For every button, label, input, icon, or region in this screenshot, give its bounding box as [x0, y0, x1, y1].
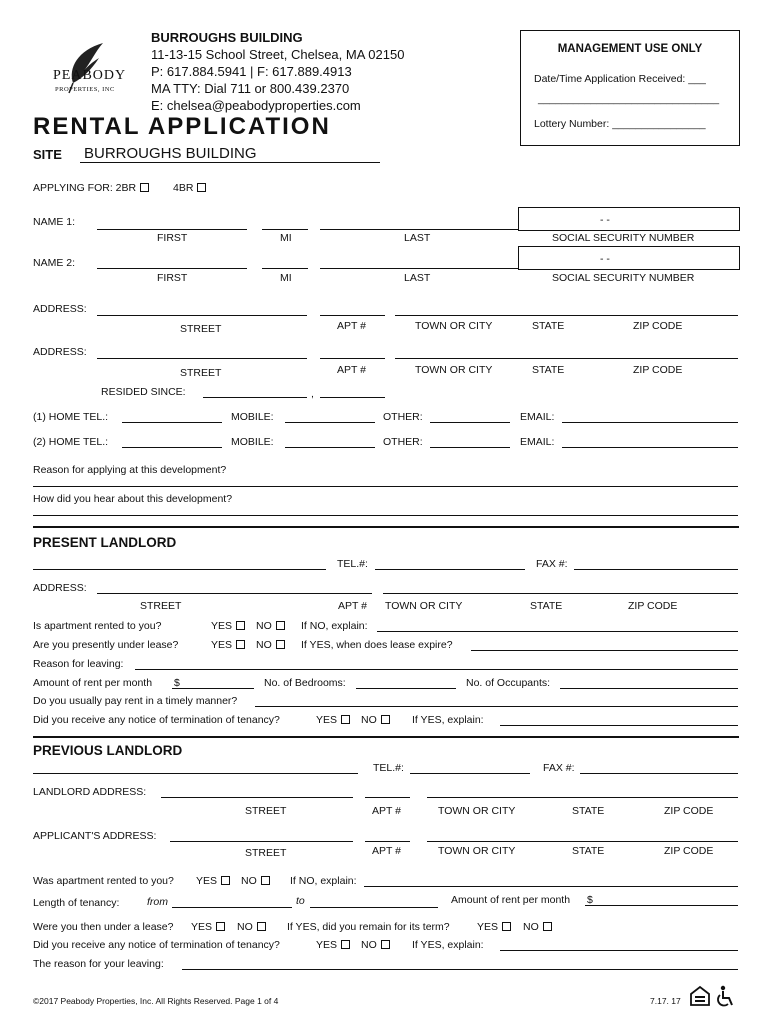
address2-apt-field[interactable] [320, 358, 385, 359]
previous-to-field[interactable] [310, 907, 438, 908]
address2-street-field[interactable] [97, 358, 307, 359]
previous-landlord-city-field[interactable] [427, 797, 738, 798]
other2-label: OTHER: [383, 436, 423, 448]
previous-tel-field[interactable] [410, 773, 530, 774]
address1-apt-caption: APT # [337, 320, 366, 332]
present-rented-no-checkbox[interactable] [276, 621, 285, 630]
address2-city-field[interactable] [395, 358, 738, 359]
present-zip-caption: ZIP CODE [628, 600, 678, 612]
home-tel1-field[interactable] [122, 422, 222, 423]
section-divider [33, 736, 739, 738]
yes-label: YES [477, 921, 499, 933]
previous-rent-field[interactable] [585, 905, 738, 906]
building-name: BURROUGHS BUILDING [151, 30, 303, 45]
previous-if-no-field[interactable] [364, 886, 738, 887]
present-reason-field[interactable] [135, 669, 738, 670]
previous-notice-label: Did you receive any notice of termination of tenancy? [33, 939, 280, 951]
address2-apt-caption: APT # [337, 364, 366, 376]
present-lease-yes [211, 639, 245, 651]
home-tel1-label: (1) HOME TEL.: [33, 411, 109, 423]
yes-label: YES [316, 714, 338, 726]
yes-label: YES [316, 939, 338, 951]
previous-applicant-street-caption: STREET [245, 847, 287, 859]
present-street-caption: STREET [140, 600, 182, 612]
present-bedrooms-label: No. of Bedrooms: [264, 677, 346, 689]
previous-applicant-apt-field[interactable] [365, 841, 410, 842]
present-rent-field[interactable] [172, 688, 254, 689]
name2-ssn-caption: SOCIAL SECURITY NUMBER [552, 272, 695, 284]
footer-version: 7.17. 17 [650, 996, 681, 1006]
previous-reason-field[interactable] [182, 969, 738, 970]
name1-last-field[interactable] [320, 229, 518, 230]
reason-applying-field[interactable] [33, 486, 738, 487]
previous-fax-field[interactable] [580, 773, 738, 774]
name1-mi-field[interactable] [262, 229, 308, 230]
address1-zip-caption: ZIP CODE [633, 320, 683, 332]
address1-apt-field[interactable] [320, 315, 385, 316]
present-lease-no [256, 639, 285, 651]
present-tel-field[interactable] [375, 569, 525, 570]
previous-lease-yes [191, 921, 225, 933]
previous-remain-yes-checkbox[interactable] [502, 922, 511, 931]
previous-lease-no-checkbox[interactable] [257, 922, 266, 931]
previous-remain-no-checkbox[interactable] [543, 922, 552, 931]
other1-label: OTHER: [383, 411, 423, 423]
name2-last-caption: LAST [404, 272, 431, 284]
previous-rent-label: Amount of rent per month [451, 894, 571, 906]
name2-label: NAME 2: [33, 257, 76, 269]
previous-applicant-zip-caption: ZIP CODE [664, 845, 714, 857]
logo-subtext: PROPERTIES, INC [55, 86, 115, 93]
present-lease-yes-checkbox[interactable] [236, 640, 245, 649]
previous-from-label: from [147, 896, 168, 908]
previous-rented-label: Was apartment rented to you? [33, 875, 174, 887]
present-notice-explain-field[interactable] [500, 725, 738, 726]
building-phone: P: 617.884.5941 | F: 617.889.4913 [151, 64, 352, 79]
email1-field[interactable] [562, 422, 738, 423]
previous-rented-no [241, 875, 270, 887]
previous-to-label: to [296, 895, 305, 907]
present-lease-no-checkbox[interactable] [276, 640, 285, 649]
present-city-field[interactable] [383, 593, 738, 594]
address2-state-caption: STATE [532, 364, 565, 376]
previous-from-field[interactable] [172, 907, 292, 908]
management-title: MANAGEMENT USE ONLY [557, 43, 703, 55]
company-logo [33, 38, 143, 98]
previous-remain-label: If YES, did you remain for its term? [287, 921, 450, 933]
previous-applicant-town-caption: TOWN OR CITY [438, 845, 516, 857]
name1-ssn-box[interactable] [518, 207, 740, 231]
previous-tel-label: TEL.#: [373, 762, 404, 774]
previous-applicant-city-field[interactable] [427, 841, 738, 842]
address2-label: ADDRESS: [33, 346, 87, 358]
home-tel2-field[interactable] [122, 447, 222, 448]
accessibility-icon [714, 985, 736, 1009]
previous-applicant-address-label: APPLICANT'S ADDRESS: [33, 830, 157, 842]
previous-landlord-apt-caption: APT # [372, 805, 401, 817]
previous-rent-dollar: $ [587, 894, 593, 906]
present-if-no-label: If NO, explain: [301, 620, 368, 632]
name2-ssn-box[interactable] [518, 246, 740, 270]
present-occupants-field[interactable] [560, 688, 738, 689]
section-divider [33, 526, 739, 528]
name2-mi-caption: MI [280, 272, 292, 284]
previous-notice-yes [316, 939, 350, 951]
name1-first-caption: FIRST [157, 232, 188, 244]
previous-lease-no [237, 921, 266, 933]
present-notice-yes [316, 714, 350, 726]
address1-state-caption: STATE [532, 320, 565, 332]
present-town-caption: TOWN OR CITY [385, 600, 463, 612]
previous-applicant-state-caption: STATE [572, 845, 605, 857]
present-reason-label: Reason for leaving: [33, 658, 124, 670]
present-rented-no [256, 620, 285, 632]
previous-reason-label: The reason for your leaving: [33, 958, 164, 970]
previous-notice-explain-field[interactable] [500, 950, 738, 951]
address1-street-caption: STREET [180, 323, 222, 335]
email2-label: EMAIL: [520, 436, 555, 448]
no-label: NO [361, 939, 377, 951]
site-line [80, 162, 380, 163]
present-fax-field[interactable] [574, 569, 738, 570]
yes-label: YES [196, 875, 218, 887]
no-label: NO [256, 639, 272, 651]
present-lease-label: Are you presently under lease? [33, 639, 179, 651]
lottery-number: Lottery Number: ________________ [534, 118, 706, 130]
name2-mi-field[interactable] [262, 268, 308, 269]
building-tty: MA TTY: Dial 711 or 800.439.2370 [151, 81, 350, 96]
no-label: NO [256, 620, 272, 632]
present-lease-expire-label: If YES, when does lease expire? [301, 639, 453, 651]
no-label: NO [361, 714, 377, 726]
equal-housing-icon [689, 985, 711, 1007]
name1-first-field[interactable] [97, 229, 247, 230]
email1-label: EMAIL: [520, 411, 555, 423]
applying-label [33, 182, 149, 194]
footer-copyright: ©2017 Peabody Properties, Inc. All Rights Reserved. Page 1 of 4 [33, 996, 279, 1006]
building-address: 11-13-15 School Street, Chelsea, MA 02150 [151, 47, 405, 62]
resided-since-field[interactable] [203, 397, 307, 398]
page-title: RENTAL APPLICATION [33, 113, 331, 140]
previous-notice-yes-checkbox[interactable] [341, 940, 350, 949]
name2-first-field[interactable] [97, 268, 247, 269]
present-timely-field[interactable] [255, 706, 738, 707]
name1-label: NAME 1: [33, 216, 76, 228]
present-street-field[interactable] [97, 593, 372, 594]
previous-landlord-street-field[interactable] [161, 797, 353, 798]
name1-ssn-dashes: - - [600, 214, 610, 226]
present-tel-label: TEL.#: [337, 558, 368, 570]
address1-city-field[interactable] [395, 315, 738, 316]
resided-comma: , [311, 388, 314, 400]
site-value: BURROUGHS BUILDING [84, 145, 257, 162]
previous-lease-label: Were you then under a lease? [33, 921, 174, 933]
previous-notice-explain-label: If YES, explain: [412, 939, 484, 951]
previous-notice-no-checkbox[interactable] [381, 940, 390, 949]
present-occupants-label: No. of Occupants: [466, 677, 551, 689]
option-2br-checkbox[interactable] [140, 183, 149, 192]
reason-applying-label: Reason for applying at this development? [33, 464, 227, 476]
previous-length-label: Length of tenancy: [33, 897, 120, 909]
previous-landlord-title: PREVIOUS LANDLORD [33, 743, 183, 758]
site-label: SITE [33, 147, 62, 162]
yes-label: YES [211, 639, 233, 651]
present-notice-no [361, 714, 390, 726]
management-box [520, 30, 740, 146]
datetime-received: Date/Time Application Received: ___ [534, 73, 706, 85]
present-landlord-title: PRESENT LANDLORD [33, 535, 177, 550]
email2-field[interactable] [562, 447, 738, 448]
name2-ssn-dashes: - - [600, 253, 610, 265]
address1-label: ADDRESS: [33, 303, 87, 315]
present-rent-label: Amount of rent per month [33, 677, 153, 689]
building-email: E: chelsea@peabodyproperties.com [151, 98, 361, 113]
present-notice-yes-checkbox[interactable] [341, 715, 350, 724]
option-4br [173, 182, 206, 194]
present-address-label: ADDRESS: [33, 582, 87, 594]
mobile1-label: MOBILE: [231, 411, 274, 423]
previous-lease-yes-checkbox[interactable] [216, 922, 225, 931]
yes-label: YES [211, 620, 233, 632]
present-if-no-field[interactable] [377, 631, 738, 632]
no-label: NO [523, 921, 539, 933]
previous-rented-yes [196, 875, 230, 887]
present-rented-yes [211, 620, 245, 632]
name2-first-caption: FIRST [157, 272, 188, 284]
present-rented-yes-checkbox[interactable] [236, 621, 245, 630]
previous-notice-no [361, 939, 390, 951]
present-bedrooms-field[interactable] [356, 688, 456, 689]
previous-landlord-apt-field[interactable] [365, 797, 410, 798]
previous-rented-yes-checkbox[interactable] [221, 876, 230, 885]
other2-field[interactable] [430, 447, 510, 448]
logo-text: PEABODY [53, 68, 127, 83]
mobile2-field[interactable] [285, 447, 375, 448]
datetime-blank: _______________________________ [538, 93, 720, 105]
present-rent-dollar: $ [174, 677, 180, 689]
address1-street-field[interactable] [97, 315, 307, 316]
present-notice-label: Did you receive any notice of termination of tenancy? [33, 714, 280, 726]
mobile2-label: MOBILE: [231, 436, 274, 448]
present-rented-label: Is apartment rented to you? [33, 620, 162, 632]
applying-text: APPLYING FOR: [33, 182, 113, 194]
address2-town-caption: TOWN OR CITY [415, 364, 493, 376]
present-notice-explain-label: If YES, explain: [412, 714, 484, 726]
no-label: NO [237, 921, 253, 933]
present-notice-no-checkbox[interactable] [381, 715, 390, 724]
no-label: NO [241, 875, 257, 887]
name1-last-caption: LAST [404, 232, 431, 244]
address2-zip-caption: ZIP CODE [633, 364, 683, 376]
hear-about-field[interactable] [33, 515, 738, 516]
previous-landlord-zip-caption: ZIP CODE [664, 805, 714, 817]
previous-landlord-address-label: LANDLORD ADDRESS: [33, 786, 147, 798]
previous-if-no-label: If NO, explain: [290, 875, 357, 887]
present-apt-caption: APT # [338, 600, 367, 612]
option-4br-label: 4BR [173, 182, 194, 194]
name2-last-field[interactable] [320, 268, 518, 269]
previous-landlord-name-field[interactable] [33, 773, 358, 774]
hear-about-label: How did you hear about this development? [33, 493, 233, 505]
name1-ssn-caption: SOCIAL SECURITY NUMBER [552, 232, 695, 244]
previous-landlord-town-caption: TOWN OR CITY [438, 805, 516, 817]
present-lease-expire-field[interactable] [471, 650, 738, 651]
address2-street-caption: STREET [180, 367, 222, 379]
present-fax-label: FAX #: [536, 558, 568, 570]
mobile1-field[interactable] [285, 422, 375, 423]
previous-landlord-state-caption: STATE [572, 805, 605, 817]
previous-remain-yes [477, 921, 511, 933]
option-4br-checkbox[interactable] [197, 183, 206, 192]
present-landlord-name-field[interactable] [33, 569, 326, 570]
previous-fax-label: FAX #: [543, 762, 575, 774]
present-state-caption: STATE [530, 600, 563, 612]
option-2br-label: 2BR [115, 182, 137, 194]
resided-year-field[interactable] [320, 397, 385, 398]
name1-mi-caption: MI [280, 232, 292, 244]
other1-field[interactable] [430, 422, 510, 423]
previous-landlord-street-caption: STREET [245, 805, 287, 817]
present-timely-label: Do you usually pay rent in a timely manner? [33, 695, 238, 707]
address1-town-caption: TOWN OR CITY [415, 320, 493, 332]
home-tel2-label: (2) HOME TEL.: [33, 436, 109, 448]
previous-rented-no-checkbox[interactable] [261, 876, 270, 885]
previous-remain-no [523, 921, 552, 933]
yes-label: YES [191, 921, 213, 933]
resided-since-label: RESIDED SINCE: [101, 386, 186, 398]
previous-applicant-street-field[interactable] [170, 841, 353, 842]
previous-applicant-apt-caption: APT # [372, 845, 401, 857]
